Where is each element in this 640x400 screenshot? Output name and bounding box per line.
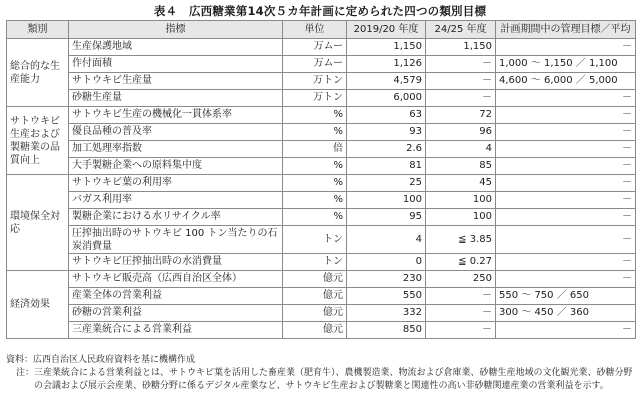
target-cell: 1,000 ～ 1,150 ／ 1,100 [496,56,636,73]
header-unit: 単位 [283,21,347,39]
value-2024-cell: 72 [426,107,496,124]
target-cell: － [496,192,636,209]
category-cell: 経済効果 [7,271,69,339]
unit-cell: 億元 [283,271,347,288]
target-cell: － [496,39,636,56]
value-2019-cell: 1,150 [347,39,426,56]
value-2024-cell: 100 [426,209,496,226]
table-row [7,90,636,107]
unit-cell: 億元 [283,322,347,339]
value-2024-cell: － [426,90,496,107]
value-2019-cell: 550 [347,288,426,305]
target-cell: 550 ～ 750 ／ 650 [496,288,636,305]
value-2019-cell: 81 [347,158,426,175]
note-text: 三産業統合による営業利益とは、サトウキビ葉を活用した畜産業（肥育牛）、農機製造業、物流および倉庫業、砂糖生産地域の文化観光業、砂糖分野の会議および展示会産業、砂糖分野に係るデジタル産業など、サトウキビ生産および製糖業と関連性の高い非砂糖関連産業の営業利益を示す。 [34,368,633,391]
indicator-cell: サトウキビ生産量 [69,73,283,90]
value-2024-cell: 85 [426,158,496,175]
header-target: 計画期間中の管理目標／平均 [496,21,636,39]
target-table [6,20,636,339]
header-row [7,21,636,39]
indicator-cell: 三産業統合による営業利益 [69,322,283,339]
table-row [7,254,636,271]
value-2019-cell: 4 [347,226,426,254]
target-cell: 300 ～ 450 ／ 360 [496,305,636,322]
unit-cell: トン [283,254,347,271]
table-row [7,158,636,175]
value-2024-cell: － [426,305,496,322]
value-2024-cell: ≦ 3.85 [426,226,496,254]
value-2019-cell: 63 [347,107,426,124]
header-2019-20: 2019/20 年度 [347,21,426,39]
value-2019-cell: 25 [347,175,426,192]
target-cell: － [496,124,636,141]
indicator-cell: サトウキビ販売高（広西自治区全体） [69,271,283,288]
value-2019-cell: 95 [347,209,426,226]
table-row [7,209,636,226]
table-row [7,288,636,305]
value-2019-cell: 100 [347,192,426,209]
value-2019-cell: 850 [347,322,426,339]
unit-cell: 倍 [283,141,347,158]
unit-cell: 万ムー [283,56,347,73]
target-cell: － [496,107,636,124]
table-row [7,192,636,209]
value-2024-cell: 45 [426,175,496,192]
target-cell: － [496,254,636,271]
unit-cell: % [283,124,347,141]
unit-cell: 万ムー [283,39,347,56]
indicator-cell: サトウキビ圧搾抽出時の水消費量 [69,254,283,271]
header-24-25: 24/25 年度 [426,21,496,39]
unit-cell: 万トン [283,90,347,107]
value-2019-cell: 6,000 [347,90,426,107]
target-cell: － [496,209,636,226]
unit-cell: % [283,158,347,175]
header-indicator: 指標 [69,21,283,39]
value-2019-cell: 4,579 [347,73,426,90]
unit-cell: % [283,209,347,226]
value-2019-cell: 230 [347,271,426,288]
table-row [7,305,636,322]
value-2024-cell: － [426,322,496,339]
unit-cell: 億元 [283,305,347,322]
target-cell: 4,600 ～ 6,000 ／ 5,000 [496,73,636,90]
category-cell: 環境保全対応 [7,175,69,271]
table-row [7,107,636,124]
unit-cell: トン [283,226,347,254]
value-2019-cell: 1,126 [347,56,426,73]
target-cell: － [496,141,636,158]
value-2024-cell: 96 [426,124,496,141]
value-2024-cell: ≦ 0.27 [426,254,496,271]
value-2019-cell: 332 [347,305,426,322]
value-2019-cell: 2.6 [347,141,426,158]
note-label: 注： [16,368,35,378]
value-2019-cell: 0 [347,254,426,271]
target-cell: － [496,322,636,339]
indicator-cell: 加工処理率指数 [69,141,283,158]
value-2024-cell: 100 [426,192,496,209]
table-title: 表４ 広西糖業第14次５カ年計画に定められた四つの類別目標 [153,4,487,18]
indicator-cell: バガス利用率 [69,192,283,209]
target-cell: － [496,175,636,192]
unit-cell: 万トン [283,73,347,90]
footnote [6,367,635,393]
value-2024-cell: － [426,288,496,305]
target-cell: － [496,226,636,254]
indicator-cell: サトウキビ葉の利用率 [69,175,283,192]
table-row [7,175,636,192]
indicator-cell: 砂糖生産量 [69,90,283,107]
table-row [7,271,636,288]
indicator-cell: 砂糖の営業利益 [69,305,283,322]
value-2024-cell: 250 [426,271,496,288]
table-row [7,226,636,254]
category-cell: サトウキビ生産および製糖業の品質向上 [7,107,69,175]
unit-cell: 億元 [283,288,347,305]
source-label: 資料： [6,355,34,365]
indicator-cell: 製糖企業における水リサイクル率 [69,209,283,226]
indicator-cell: サトウキビ生産の機械化一貫体系率 [69,107,283,124]
header-category: 類別 [7,21,69,39]
unit-cell: % [283,192,347,209]
value-2024-cell: 4 [426,141,496,158]
value-2024-cell: 1,150 [426,39,496,56]
category-cell: 総合的な生産能力 [7,39,69,107]
table-row [7,322,636,339]
table-row [7,141,636,158]
table-body [7,39,636,339]
table-row [7,39,636,56]
unit-cell: % [283,175,347,192]
unit-cell: % [283,107,347,124]
table-row [7,56,636,73]
target-cell: － [496,271,636,288]
indicator-cell: 優良品種の普及率 [69,124,283,141]
table-row [7,124,636,141]
value-2024-cell: － [426,73,496,90]
notes [6,354,635,393]
indicator-cell: 生産保護地域 [69,39,283,56]
source-note [6,354,635,367]
value-2019-cell: 93 [347,124,426,141]
value-2024-cell: － [426,56,496,73]
target-cell: － [496,90,636,107]
table-row [7,73,636,90]
target-cell: － [496,158,636,175]
source-text: 広西自治区人民政府資料を基に機構作成 [33,355,196,365]
indicator-cell: 作付面積 [69,56,283,73]
indicator-cell: 産業全体の営業利益 [69,288,283,305]
indicator-cell: 大手製糖企業への原料集中度 [69,158,283,175]
indicator-cell: 圧搾抽出時のサトウキビ 100 トン当たりの石炭消費量 [69,226,283,254]
